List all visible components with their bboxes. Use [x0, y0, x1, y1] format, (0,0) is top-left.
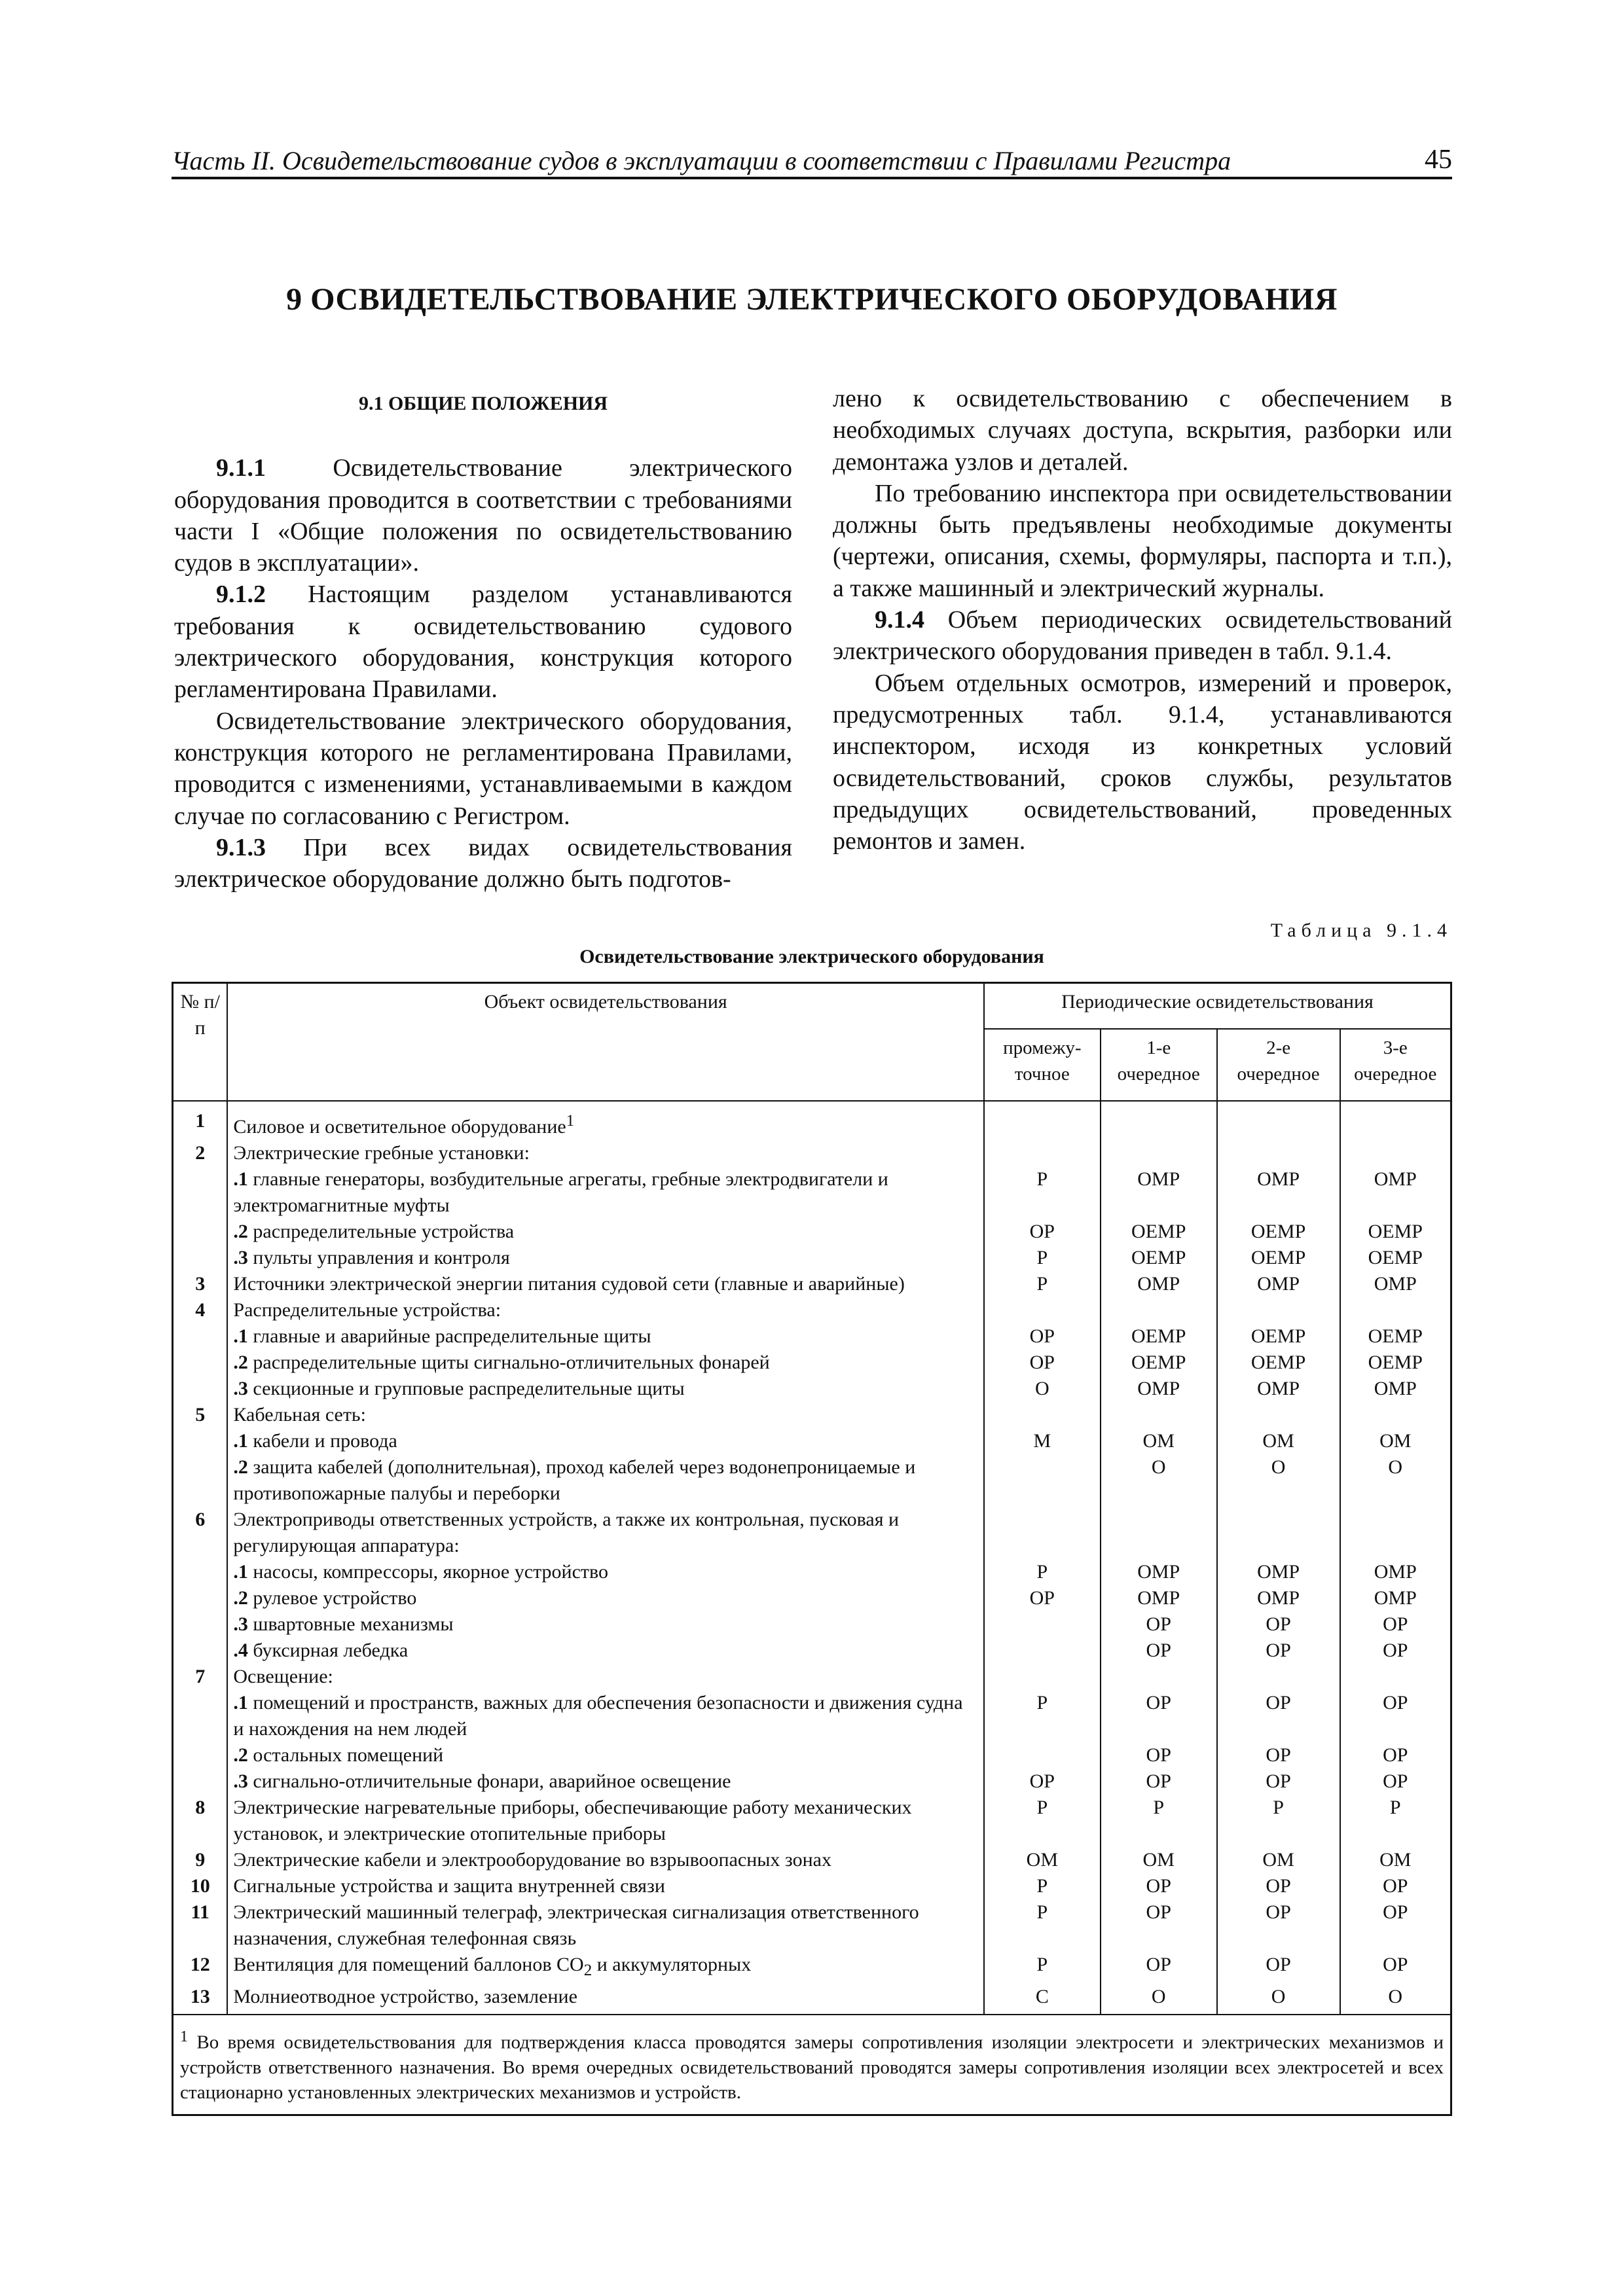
- paragraph-9-1-1: [174, 452, 792, 579]
- paragraph-9-1-2: [174, 579, 792, 705]
- cell-first-renewal: [1101, 1507, 1217, 1559]
- row-object: [227, 1664, 984, 1690]
- table-row: [173, 1952, 1451, 1984]
- sub-item-number: .2: [233, 1456, 248, 1478]
- table-row: [173, 1664, 1451, 1690]
- header-number: № п/п: [173, 983, 228, 1102]
- table-row: [173, 1638, 1451, 1664]
- cell-intermediate-survey: Р: [984, 1245, 1101, 1271]
- paragraph-9-1-3: [174, 832, 792, 895]
- cell-first-renewal: [1101, 1664, 1217, 1690]
- cell-third-renewal: ОМР: [1340, 1166, 1451, 1219]
- cell-first-renewal: О: [1101, 1454, 1217, 1507]
- object-text: главные генераторы, возбудительные агрегаты, гребные электродвигатели и электромагнитные муфты: [233, 1168, 888, 1216]
- cell-first-renewal: ОМ: [1101, 1847, 1217, 1873]
- cell-second-renewal: ОМР: [1217, 1559, 1340, 1585]
- header-third-renewal: 3-е очередное: [1340, 1029, 1451, 1101]
- paragraph-9-1-4: [833, 604, 1452, 668]
- cell-second-renewal: [1217, 1507, 1340, 1559]
- sub-item-number: .2: [233, 1744, 248, 1766]
- cell-second-renewal: ОЕМР: [1217, 1219, 1340, 1245]
- cell-second-renewal: ОМР: [1217, 1271, 1340, 1297]
- cell-third-renewal: О: [1340, 1984, 1451, 2015]
- cell-second-renewal: ОМ: [1217, 1847, 1340, 1873]
- row-object: [227, 1323, 984, 1350]
- cell-first-renewal: ОМР: [1101, 1271, 1217, 1297]
- clause-number: 9.1.3: [216, 833, 266, 861]
- row-object: [227, 1559, 984, 1585]
- row-number: 2: [173, 1140, 228, 1166]
- object-text: распределительные щиты сигнально-отличительных фонарей: [247, 1352, 770, 1373]
- left-column: [174, 383, 792, 895]
- cell-first-renewal: ОР: [1101, 1899, 1217, 1952]
- row-object: [227, 1140, 984, 1166]
- object-text: Вентиляция для помещений баллонов СО: [233, 1954, 584, 1975]
- cell-third-renewal: ОЕМР: [1340, 1323, 1451, 1350]
- subsection-title: 9.1 ОБЩИЕ ПОЛОЖЕНИЯ: [358, 393, 608, 414]
- cell-intermediate-survey: ОР: [984, 1768, 1101, 1795]
- cell-third-renewal: ОМР: [1340, 1559, 1451, 1585]
- cell-third-renewal: ОР: [1340, 1899, 1451, 1952]
- cell-intermediate-survey: Р: [984, 1873, 1101, 1899]
- row-object: [227, 1376, 984, 1402]
- cell-intermediate-survey: [984, 1664, 1101, 1690]
- cell-third-renewal: [1340, 1507, 1451, 1559]
- object-text: Электрические гребные установки:: [233, 1142, 530, 1164]
- cell-intermediate-survey: [984, 1140, 1101, 1166]
- table-row: [173, 1166, 1451, 1219]
- sub-item-number: .1: [233, 1561, 248, 1583]
- row-object: [227, 1428, 984, 1454]
- object-text: пульты управления и контроля: [247, 1247, 510, 1268]
- row-number: [173, 1376, 228, 1402]
- object-text: рулевое устройство: [247, 1587, 417, 1609]
- row-number: 8: [173, 1795, 228, 1847]
- row-number: 9: [173, 1847, 228, 1873]
- cell-third-renewal: ОЕМР: [1340, 1245, 1451, 1271]
- row-object: [227, 1611, 984, 1638]
- row-object: [227, 1166, 984, 1219]
- sub-item-number: .3: [233, 1247, 248, 1268]
- cell-second-renewal: ОР: [1217, 1952, 1340, 1984]
- row-object: [227, 1219, 984, 1245]
- footnote-mark: 1: [180, 2028, 189, 2045]
- object-text: Электроприводы ответственных устройств, а также их контрольная, пусковая и регулирующая аппаратура:: [233, 1509, 900, 1556]
- row-object: [227, 1795, 984, 1847]
- table-label: Таблица 9.1.4: [1270, 920, 1452, 941]
- cell-first-renewal: ОМР: [1101, 1166, 1217, 1219]
- cell-first-renewal: ОР: [1101, 1638, 1217, 1664]
- row-number: 6: [173, 1507, 228, 1559]
- row-object: [227, 1402, 984, 1428]
- cell-third-renewal: ОР: [1340, 1742, 1451, 1768]
- cell-intermediate-survey: М: [984, 1428, 1101, 1454]
- table-footnote: [173, 2015, 1451, 2115]
- table-row: [173, 1402, 1451, 1428]
- cell-third-renewal: [1340, 1402, 1451, 1428]
- sub-item-number: .2: [233, 1587, 248, 1609]
- table-row: [173, 1611, 1451, 1638]
- row-object: [227, 1101, 984, 1140]
- cell-second-renewal: Р: [1217, 1795, 1340, 1847]
- subscript: 2: [583, 1962, 593, 1979]
- header-second-renewal: 2-е очередное: [1217, 1029, 1340, 1101]
- cell-first-renewal: ОМР: [1101, 1559, 1217, 1585]
- cell-third-renewal: ОР: [1340, 1638, 1451, 1664]
- row-number: [173, 1611, 228, 1638]
- right-column: [833, 383, 1452, 857]
- row-number: 3: [173, 1271, 228, 1297]
- row-number: [173, 1245, 228, 1271]
- table-row: [173, 1507, 1451, 1559]
- sub-item-number: .2: [233, 1352, 248, 1373]
- object-text: секционные и групповые распределительные щиты: [247, 1378, 685, 1399]
- cell-intermediate-survey: ОР: [984, 1323, 1101, 1350]
- paragraph-documents: По требованию инспектора при освидетельствовании должны быть предъявлены необходимые документы (чертежи, описания, схемы, формуляры, паспорта и т.п.), а также машинный и электрический журналы.: [833, 479, 1452, 602]
- cell-third-renewal: ОЕМР: [1340, 1350, 1451, 1376]
- cell-intermediate-survey: [984, 1638, 1101, 1664]
- row-number: 5: [173, 1402, 228, 1428]
- cell-third-renewal: ОМ: [1340, 1428, 1451, 1454]
- table-row: [173, 1297, 1451, 1323]
- header-first-renewal: 1-е очередное: [1101, 1029, 1217, 1101]
- object-text: остальных помещений: [247, 1744, 444, 1766]
- object-text: помещений и пространств, важных для обеспечения безопасности и движения судна и нахождения на нем людей: [233, 1692, 963, 1740]
- row-object: [227, 1984, 984, 2015]
- table-row: [173, 1847, 1451, 1873]
- header-object: Объект освидетельствования: [227, 983, 984, 1102]
- cell-first-renewal: [1101, 1297, 1217, 1323]
- paragraph-text: Объем периодических освидетельствований электрического оборудования приведен в табл. 9.1.4.: [833, 606, 1452, 666]
- row-object: [227, 1454, 984, 1507]
- object-text-continued: и аккумуляторных: [592, 1954, 752, 1975]
- cell-intermediate-survey: ОМ: [984, 1847, 1101, 1873]
- cell-third-renewal: ОМ: [1340, 1847, 1451, 1873]
- table-row: [173, 1350, 1451, 1376]
- cell-intermediate-survey: [984, 1507, 1101, 1559]
- cell-third-renewal: ОР: [1340, 1952, 1451, 1984]
- cell-intermediate-survey: [984, 1742, 1101, 1768]
- paragraph-text: Освидетельствование электрического оборудования проводится в соответствии с требованиями части I «Общие положения по освидетельствованию судов в эксплуатации».: [174, 454, 792, 577]
- table-row: [173, 1585, 1451, 1611]
- table-row: [173, 1271, 1451, 1297]
- cell-second-renewal: [1217, 1101, 1340, 1140]
- footnote-text: Во время освидетельствования для подтверждения класса проводятся замеры сопротивления изоляции электросети и электрических механизмов и устройств ответственного назначения. Во время очередных освидетельствований проводятся замеры сопротивления изоляции всех электросетей и всех стационарно установленных электрических механизмов и устройств.: [180, 2032, 1444, 2103]
- cell-intermediate-survey: Р: [984, 1690, 1101, 1742]
- cell-intermediate-survey: [984, 1402, 1101, 1428]
- cell-intermediate-survey: Р: [984, 1952, 1101, 1984]
- cell-third-renewal: [1340, 1140, 1451, 1166]
- cell-intermediate-survey: [984, 1297, 1101, 1323]
- cell-third-renewal: [1340, 1101, 1451, 1140]
- row-number: 4: [173, 1297, 228, 1323]
- header-periodic: Периодические освидетельствования: [984, 983, 1451, 1030]
- paragraph-scope: Объем отдельных осмотров, измерений и проверок, предусмотренных табл. 9.1.4, устанавливаются инспектором, исходя из конкретных условий освидетельствований, сроков службы, результатов предыдущих освидетельствований, проведенных ремонтов и замен.: [833, 669, 1452, 855]
- cell-third-renewal: Р: [1340, 1795, 1451, 1847]
- cell-first-renewal: ОР: [1101, 1952, 1217, 1984]
- row-object: [227, 1768, 984, 1795]
- cell-first-renewal: ОЕМР: [1101, 1219, 1217, 1245]
- page-number: 45: [1425, 145, 1452, 175]
- cell-intermediate-survey: ОР: [984, 1350, 1101, 1376]
- cell-first-renewal: ОМР: [1101, 1376, 1217, 1402]
- cell-second-renewal: О: [1217, 1454, 1340, 1507]
- row-object: [227, 1350, 984, 1376]
- table-row: [173, 1873, 1451, 1899]
- object-text: швартовные механизмы: [247, 1613, 454, 1635]
- table-row: [173, 1245, 1451, 1271]
- sub-item-number: .3: [233, 1770, 248, 1792]
- cell-intermediate-survey: [984, 1611, 1101, 1638]
- object-text: насосы, компрессоры, якорное устройство: [247, 1561, 608, 1583]
- row-number: 7: [173, 1664, 228, 1690]
- cell-second-renewal: ОР: [1217, 1899, 1340, 1952]
- object-text: Электрические кабели и электрооборудование во взрывоопасных зонах: [233, 1849, 831, 1871]
- cell-first-renewal: ОР: [1101, 1690, 1217, 1742]
- table-row: [173, 1140, 1451, 1166]
- object-text: Освещение:: [233, 1666, 333, 1687]
- row-object: [227, 1899, 984, 1952]
- table-row: [173, 1768, 1451, 1795]
- cell-first-renewal: ОР: [1101, 1768, 1217, 1795]
- paragraph-unregulated-equipment: Освидетельствование электрического оборудования, конструкция которого не регламентирована Правилами, проводится с изменениями, устанавливаемыми в каждом случае по согласованию с Регистром.: [174, 707, 792, 830]
- row-object: [227, 1690, 984, 1742]
- section-title: 9 ОСВИДЕТЕЛЬСТВОВАНИЕ ЭЛЕКТРИЧЕСКОГО ОБОРУДОВАНИЯ: [286, 282, 1338, 317]
- table-row: [173, 1219, 1451, 1245]
- cell-intermediate-survey: ОР: [984, 1219, 1101, 1245]
- table-row: [173, 1101, 1451, 1140]
- cell-first-renewal: [1101, 1140, 1217, 1166]
- table-row: [173, 1899, 1451, 1952]
- object-text: Распределительные устройства:: [233, 1299, 501, 1321]
- cell-second-renewal: [1217, 1664, 1340, 1690]
- cell-third-renewal: ОР: [1340, 1768, 1451, 1795]
- cell-second-renewal: ОЕМР: [1217, 1245, 1340, 1271]
- row-object: [227, 1585, 984, 1611]
- cell-third-renewal: ОМР: [1340, 1376, 1451, 1402]
- cell-first-renewal: ОЕМР: [1101, 1245, 1217, 1271]
- row-object: [227, 1271, 984, 1297]
- row-object: [227, 1638, 984, 1664]
- cell-third-renewal: ОМР: [1340, 1271, 1451, 1297]
- table-row: [173, 1428, 1451, 1454]
- paragraph-continuation: лено к освидетельствованию с обеспечением в необходимых случаях доступа, вскрытия, разборки или демонтажа узлов и деталей.: [833, 385, 1452, 476]
- cell-third-renewal: ОР: [1340, 1611, 1451, 1638]
- cell-first-renewal: [1101, 1402, 1217, 1428]
- cell-second-renewal: ОЕМР: [1217, 1350, 1340, 1376]
- row-number: [173, 1454, 228, 1507]
- object-text: сигнально-отличительные фонари, аварийное освещение: [247, 1770, 731, 1792]
- object-text: буксирная лебедка: [247, 1640, 409, 1661]
- row-number: 11: [173, 1899, 228, 1952]
- cell-first-renewal: Р: [1101, 1795, 1217, 1847]
- cell-second-renewal: ОМ: [1217, 1428, 1340, 1454]
- table-body: [173, 1101, 1451, 2015]
- cell-second-renewal: [1217, 1140, 1340, 1166]
- row-number: [173, 1638, 228, 1664]
- object-text: Силовое и осветительное оборудование: [233, 1116, 566, 1138]
- sub-item-number: .1: [233, 1168, 248, 1190]
- object-text: Электрический машинный телеграф, электрическая сигнализация ответственного назначения, служебная телефонная связь: [233, 1901, 919, 1949]
- row-object: [227, 1245, 984, 1271]
- row-number: [173, 1350, 228, 1376]
- row-object: [227, 1742, 984, 1768]
- cell-intermediate-survey: ОР: [984, 1585, 1101, 1611]
- row-number: [173, 1559, 228, 1585]
- footnote-reference: 1: [566, 1112, 575, 1130]
- row-object: [227, 1507, 984, 1559]
- cell-third-renewal: [1340, 1297, 1451, 1323]
- cell-first-renewal: ОЕМР: [1101, 1323, 1217, 1350]
- cell-first-renewal: ОР: [1101, 1742, 1217, 1768]
- table-caption: Освидетельствование электрического оборудования: [579, 946, 1044, 967]
- table-row: [173, 1454, 1451, 1507]
- cell-intermediate-survey: О: [984, 1376, 1101, 1402]
- cell-second-renewal: ОР: [1217, 1690, 1340, 1742]
- row-object: [227, 1873, 984, 1899]
- cell-second-renewal: ОМР: [1217, 1166, 1340, 1219]
- cell-intermediate-survey: [984, 1101, 1101, 1140]
- table-row: [173, 1376, 1451, 1402]
- table-row: [173, 1742, 1451, 1768]
- object-text: Источники электрической энергии питания судовой сети (главные и аварийные): [233, 1273, 905, 1295]
- object-text: распределительные устройства: [247, 1221, 515, 1242]
- cell-second-renewal: ОР: [1217, 1638, 1340, 1664]
- cell-third-renewal: О: [1340, 1454, 1451, 1507]
- running-header-title: Часть II. Освидетельствование судов в эксплуатации в соответствии с Правилами Регистра: [172, 146, 1231, 175]
- cell-second-renewal: [1217, 1402, 1340, 1428]
- paragraph-text: Настоящим разделом устанавливаются требования к освидетельствованию судового электрического оборудования, конструкция которого регламентирована Правилами.: [174, 581, 792, 704]
- sub-item-number: .3: [233, 1613, 248, 1635]
- row-number: [173, 1585, 228, 1611]
- row-number: 1: [173, 1101, 228, 1140]
- row-object: [227, 1297, 984, 1323]
- object-text: защита кабелей (дополнительная), проход кабелей через водонепроницаемые и противопожарные палубы и переборки: [233, 1456, 916, 1504]
- cell-first-renewal: [1101, 1101, 1217, 1140]
- cell-intermediate-survey: С: [984, 1984, 1101, 2015]
- object-text: Сигнальные устройства и защита внутренней связи: [233, 1875, 665, 1897]
- cell-second-renewal: ОР: [1217, 1611, 1340, 1638]
- object-text: Электрические нагревательные приборы, обеспечивающие работу механических установок, и электрические отопительные приборы: [233, 1797, 912, 1844]
- cell-first-renewal: ОР: [1101, 1611, 1217, 1638]
- table-row: [173, 1795, 1451, 1847]
- row-number: [173, 1428, 228, 1454]
- running-header: [172, 140, 1452, 179]
- sub-item-number: .2: [233, 1221, 248, 1242]
- cell-second-renewal: ОМР: [1217, 1376, 1340, 1402]
- cell-intermediate-survey: Р: [984, 1271, 1101, 1297]
- row-number: [173, 1742, 228, 1768]
- table-row: [173, 1323, 1451, 1350]
- cell-second-renewal: ОР: [1217, 1768, 1340, 1795]
- sub-item-number: .1: [233, 1692, 248, 1713]
- header-intermediate: промежу-точное: [984, 1029, 1101, 1101]
- cell-first-renewal: О: [1101, 1984, 1217, 2015]
- cell-first-renewal: ОМ: [1101, 1428, 1217, 1454]
- cell-intermediate-survey: Р: [984, 1559, 1101, 1585]
- clause-number: 9.1.1: [216, 454, 266, 482]
- row-number: 12: [173, 1952, 228, 1984]
- cell-second-renewal: ОР: [1217, 1873, 1340, 1899]
- cell-intermediate-survey: Р: [984, 1166, 1101, 1219]
- cell-second-renewal: [1217, 1297, 1340, 1323]
- cell-intermediate-survey: [984, 1454, 1101, 1507]
- row-number: 10: [173, 1873, 228, 1899]
- paragraph-text: При всех видах освидетельствования электрическое оборудование должно быть подготов-: [174, 833, 792, 893]
- object-text: главные и аварийные распределительные щиты: [247, 1325, 651, 1347]
- sub-item-number: .4: [233, 1640, 248, 1661]
- row-number: [173, 1323, 228, 1350]
- cell-third-renewal: ОМР: [1340, 1585, 1451, 1611]
- row-number: [173, 1219, 228, 1245]
- row-number: [173, 1166, 228, 1219]
- sub-item-number: .1: [233, 1430, 248, 1452]
- table-row: [173, 1559, 1451, 1585]
- cell-second-renewal: ОЕМР: [1217, 1323, 1340, 1350]
- object-text: Кабельная сеть:: [233, 1404, 366, 1426]
- clause-number: 9.1.4: [875, 606, 924, 634]
- table-row: [173, 1984, 1451, 2015]
- cell-third-renewal: ОР: [1340, 1873, 1451, 1899]
- clause-number: 9.1.2: [216, 581, 266, 609]
- cell-third-renewal: [1340, 1664, 1451, 1690]
- cell-first-renewal: ОМР: [1101, 1585, 1217, 1611]
- cell-third-renewal: ОР: [1340, 1690, 1451, 1742]
- cell-first-renewal: ОЕМР: [1101, 1350, 1217, 1376]
- cell-second-renewal: ОМР: [1217, 1585, 1340, 1611]
- cell-first-renewal: ОР: [1101, 1873, 1217, 1899]
- cell-intermediate-survey: Р: [984, 1795, 1101, 1847]
- cell-second-renewal: ОР: [1217, 1742, 1340, 1768]
- row-number: [173, 1690, 228, 1742]
- row-object: [227, 1847, 984, 1873]
- cell-intermediate-survey: Р: [984, 1899, 1101, 1952]
- row-number: 13: [173, 1984, 228, 2015]
- cell-second-renewal: О: [1217, 1984, 1340, 2015]
- sub-item-number: .3: [233, 1378, 248, 1399]
- cell-third-renewal: ОЕМР: [1340, 1219, 1451, 1245]
- object-text: Молниеотводное устройство, заземление: [233, 1986, 577, 2007]
- row-number: [173, 1768, 228, 1795]
- object-text: кабели и провода: [247, 1430, 397, 1452]
- row-object: [227, 1952, 984, 1984]
- sub-item-number: .1: [233, 1325, 248, 1347]
- table-row: [173, 1690, 1451, 1742]
- survey-table: [172, 982, 1452, 2116]
